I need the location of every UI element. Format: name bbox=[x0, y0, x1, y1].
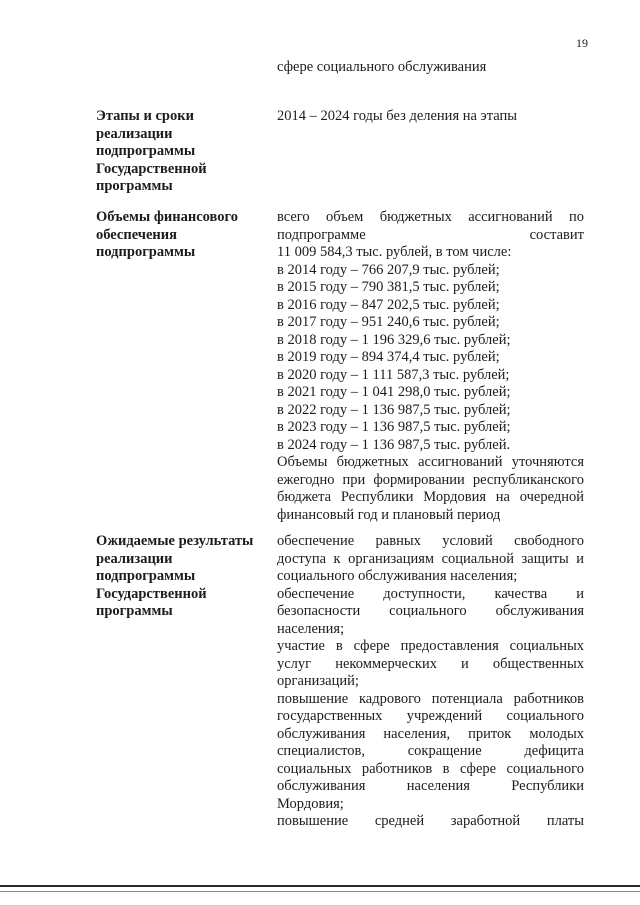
content-line: в 2018 году – 1 196 329,6 тыс. рублей; bbox=[277, 331, 511, 348]
section-label bbox=[96, 533, 253, 621]
content-line: социального обслуживания населения; bbox=[277, 568, 518, 584]
content-line: обеспечение доступности, качества и bbox=[277, 585, 584, 602]
content-line: в 2023 году – 1 136 987,5 тыс. рублей; bbox=[277, 419, 511, 435]
continued-text-line: сфере социального обслуживания bbox=[277, 59, 487, 75]
label-line: реализации bbox=[96, 550, 173, 567]
page-bottom-edge-shadow bbox=[0, 891, 640, 892]
content-line: 11 009 584,3 тыс. рублей, в том числе: bbox=[277, 244, 512, 260]
content-line: в 2020 году – 1 111 587,3 тыс. рублей; bbox=[277, 366, 510, 383]
label-line: подпрограммы bbox=[96, 143, 196, 159]
content-line: участие в сфере предоставления социальных bbox=[277, 638, 584, 654]
label-line: Государственной bbox=[96, 585, 207, 602]
content-line: организаций; bbox=[277, 673, 359, 689]
content-line: в 2022 году – 1 136 987,5 тыс. рублей; bbox=[277, 401, 511, 418]
content-line: Объемы бюджетных ассигнований уточняются bbox=[277, 454, 584, 470]
page-number: 19 bbox=[576, 36, 588, 50]
content-line: в 2024 году – 1 136 987,5 тыс. рублей. bbox=[277, 436, 511, 453]
content-line: обслуживания населения Республики bbox=[277, 778, 584, 794]
content-line: повышение кадрового потенциала работников bbox=[277, 690, 584, 707]
content-line: в 2016 году – 847 202,5 тыс. рублей; bbox=[277, 296, 500, 313]
section-label bbox=[96, 108, 207, 196]
label-line: Государственной bbox=[96, 160, 207, 177]
content-line: Мордовия; bbox=[277, 795, 344, 812]
content-line: финансовый год и плановый период bbox=[277, 506, 501, 523]
label-line: подпрограммы bbox=[96, 568, 196, 584]
page-bottom-edge bbox=[0, 885, 640, 887]
content-line: государственных учреждений социального bbox=[277, 708, 584, 724]
content-line: бюджета Республики Мордовия на очередной bbox=[277, 489, 584, 505]
content-line: 2014 – 2024 годы без деления на этапы bbox=[277, 108, 518, 124]
content-line: обслуживания населения, приток молодых bbox=[277, 725, 584, 742]
content-line: в 2017 году – 951 240,6 тыс. рублей; bbox=[277, 314, 500, 330]
section-label bbox=[96, 209, 238, 262]
content-line: безопасности социального обслуживания bbox=[277, 603, 584, 619]
content-line: в 2015 году – 790 381,5 тыс. рублей; bbox=[277, 279, 500, 295]
content-line: всего объем бюджетных ассигнований по bbox=[277, 209, 584, 225]
content-line: в 2019 году – 894 374,4 тыс. рублей; bbox=[277, 349, 500, 365]
content-line: повышение средней заработной платы bbox=[277, 813, 584, 829]
label-line: подпрограммы bbox=[96, 244, 196, 260]
content-line: услуг некоммерческих и общественных bbox=[277, 655, 584, 672]
label-line: Этапы и сроки bbox=[96, 108, 194, 124]
label-line: обеспечения bbox=[96, 226, 177, 243]
content-line: подпрограмме составит bbox=[277, 226, 584, 243]
content-line: населения; bbox=[277, 620, 345, 637]
content-line: специалистов, сокращение дефицита bbox=[277, 743, 584, 759]
label-line: программы bbox=[96, 603, 173, 619]
content-line: доступа к организациям социальной защиты и bbox=[277, 550, 584, 567]
content-line: в 2014 году – 766 207,9 тыс. рублей; bbox=[277, 261, 500, 278]
label-line: реализации bbox=[96, 125, 173, 142]
label-line: Ожидаемые результаты bbox=[96, 533, 254, 549]
content-line: ежегодно при формировании республиканского bbox=[277, 471, 584, 488]
content-line: социальных работников в сфере социального bbox=[277, 760, 584, 777]
label-line: Объемы финансового bbox=[96, 209, 239, 225]
label-line: программы bbox=[96, 178, 173, 194]
content-line: обеспечение равных условий свободного bbox=[277, 533, 584, 549]
content-line: в 2021 году – 1 041 298,0 тыс. рублей; bbox=[277, 384, 511, 400]
